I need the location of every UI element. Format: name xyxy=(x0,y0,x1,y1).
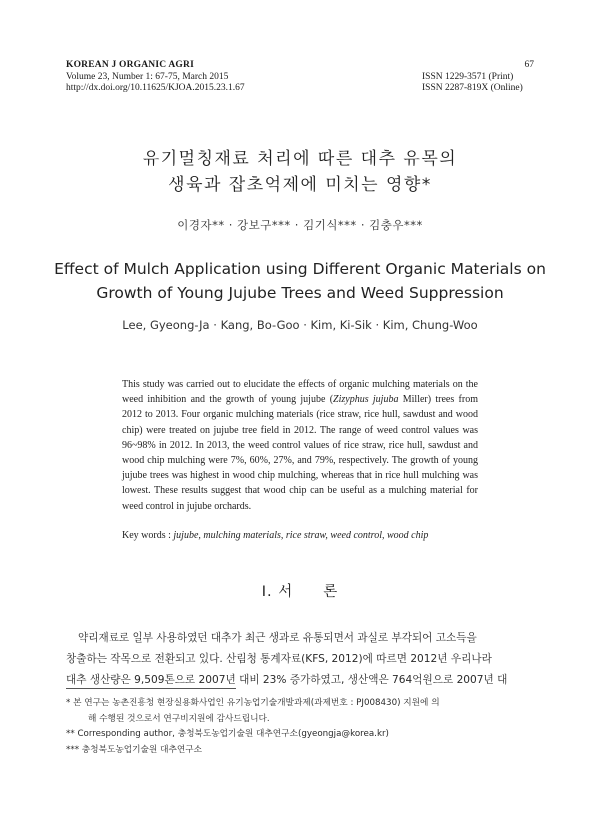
issn-block xyxy=(422,60,534,95)
journal-name: KOREAN J ORGANIC AGRI xyxy=(66,60,194,70)
section-heading-end: 론 xyxy=(323,584,339,600)
abstract-text-1: This study was carried out to elucidate the effects of organic mulching materials on the weed inhibition and the growth of young jujube ( xyxy=(122,379,478,406)
keywords xyxy=(122,530,522,541)
korean-title xyxy=(40,146,560,198)
volume-info: Volume 23, Number 1: 67-75, March 2015 xyxy=(66,71,229,82)
footnote-divider xyxy=(66,688,236,689)
abstract-text-2: Miller) trees from 2012 to 2013. Four organic mulching materials (rice straw, rice hull, sawdust and wood chip) were treated on jujube tree field in 2012. The range of weed control values was 96~98% in 2012. In 2013, the weed control values of rice straw, rice hull, sawdust and wood chip mulching were 7%, 60%, 27%, and 79%, respectively. The growth of young jujube trees was highest in wood chip mulching, whereas that in rice hull mulching was lowest. These results suggest that wood chip can be useful as a mulching material for weed control in jujube orchards. xyxy=(122,394,478,512)
abstract xyxy=(122,377,478,514)
species-name: Zizyphus jujuba xyxy=(333,394,399,406)
footnotes xyxy=(66,696,536,758)
journal-header xyxy=(66,60,366,95)
footnote-1-line-1: * 본 연구는 농촌진흥청 현장실용화사업인 유기농업기술개발과제(과제번호 : PJ008430) 지원에 의 xyxy=(66,698,440,708)
english-title-line-2: Growth of Young Jujube Trees and Weed Suppression xyxy=(96,284,504,302)
footnote-1-line-2: 해 수행된 것으로서 연구비지원에 감사드립니다. xyxy=(88,713,270,724)
korean-authors: 이경자** · 강보구*** · 김기식*** · 김충우*** xyxy=(177,218,423,232)
english-authors: Lee, Gyeong-Ja · Kang, Bo-Goo · Kim, Ki-Sik · Kim, Chung-Woo xyxy=(122,318,478,332)
body-line-2: 창출하는 작목으로 전환되고 있다. 산림청 통계자료(KFS, 2012)에 따르면 2012년 우리나라 xyxy=(66,653,492,665)
body-line-1: 약리재료로 일부 사용하였던 대추가 최근 생과로 유통되면서 과실로 부각되어 고소득을 xyxy=(78,632,477,644)
english-title-line-1: Effect of Mulch Application using Different Organic Materials on xyxy=(54,260,546,278)
section-heading-start: Ⅰ. 서 xyxy=(261,584,294,600)
body-paragraph xyxy=(66,628,536,691)
page-number: 67 xyxy=(524,60,534,70)
section-heading xyxy=(30,580,570,601)
english-title xyxy=(30,257,570,305)
korean-title-line-2: 생육과 잡초억제에 미치는 영향* xyxy=(168,175,432,195)
issn-online: ISSN 2287-819X (Online) xyxy=(422,83,523,93)
keywords-label: Key words : xyxy=(122,530,174,541)
keywords-value: jujube, mulching materials, rice straw, weed control, wood chip xyxy=(173,530,429,541)
doi-link[interactable]: http://dx.doi.org/10.11625/KJOA.2015.23.1.67 xyxy=(66,83,245,93)
korean-title-line-1: 유기멀칭재료 처리에 따른 대추 유목의 xyxy=(142,149,458,169)
footnote-2: ** Corresponding author, 충청북도농업기술원 대추연구소(gyeongja@korea.kr) xyxy=(66,729,389,739)
footnote-3: *** 충청북도농업기술원 대추연구소 xyxy=(66,744,203,755)
issn-print: ISSN 1229-3571 (Print) xyxy=(422,71,514,82)
body-line-3: 대추 생산량은 9,509톤으로 2007년 대비 23% 증가하였고, 생산액은 764억원으로 2007년 대 xyxy=(66,674,508,686)
